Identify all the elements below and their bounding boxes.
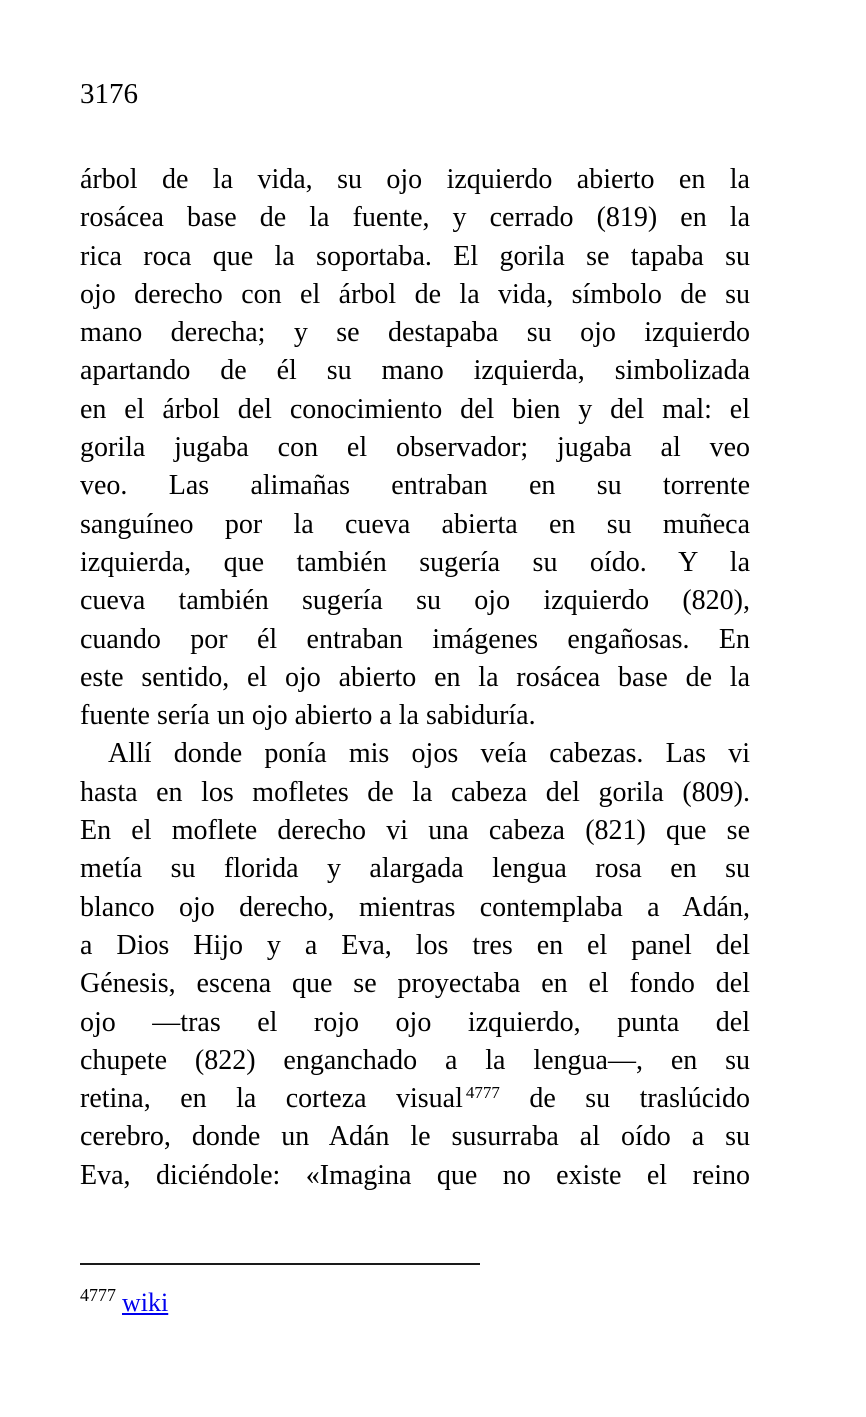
footnote-marker: 4777: [80, 1285, 116, 1305]
footnote-separator: [80, 1263, 480, 1265]
footnote-wiki-link[interactable]: wiki: [122, 1288, 169, 1317]
paragraph: [80, 735, 750, 1195]
text-line: a Dios Hijo y a Eva, los tres en el panel del: [80, 929, 750, 961]
text-line: árbol de la vida, su ojo izquierdo abierto en la: [80, 164, 750, 195]
text-line: gorila jugaba con el observador; jugaba al veo: [80, 432, 750, 464]
text-line: cerebro, donde un Adán le susurraba al oído a su: [80, 1121, 750, 1153]
text-line: ojo —tras el rojo ojo izquierdo, punta del: [80, 1006, 750, 1038]
page-number: 3176: [80, 78, 138, 110]
text-block: [80, 161, 750, 1195]
text-line: Génesis, escena que se proyectaba en el fondo del: [80, 968, 750, 1000]
text-line: chupete (822) enganchado a la lengua—, en su: [80, 1044, 750, 1076]
text-line-segment: de su traslúcido: [529, 1083, 750, 1115]
text-line: apartando de él su mano izquierda, simbolizada: [80, 355, 750, 387]
text-line: cuando por él entraban imágenes engañosas. En: [80, 623, 750, 655]
footnote: [80, 1278, 168, 1320]
text-line: Allí donde ponía mis ojos veía cabezas. Las vi: [108, 738, 750, 770]
text-line-segment: retina, en la corteza visual: [80, 1083, 463, 1115]
text-line: veo. Las alimañas entraban en su torrente: [80, 470, 750, 502]
text-line: en el árbol del conocimiento del bien y del mal: el: [80, 393, 750, 425]
text-line: En el moflete derecho vi una cabeza (821) que se: [80, 815, 750, 847]
footnote-reference[interactable]: 4777: [465, 1083, 500, 1103]
text-line: hasta en los mofletes de la cabeza del gorila (809).: [80, 776, 750, 808]
text-line: Eva, diciéndole: «Imagina que no existe el reino: [80, 1159, 750, 1191]
paragraph: [80, 161, 750, 735]
text-line: sanguíneo por la cueva abierta en su muñeca: [80, 508, 750, 540]
text-line: fuente sería un ojo abierto a la sabiduría.: [80, 700, 536, 732]
text-line: blanco ojo derecho, mientras contemplaba a Adán,: [80, 891, 750, 923]
text-line: rosácea base de la fuente, y cerrado (819) en la: [80, 202, 750, 234]
text-line: mano derecha; y se destapaba su ojo izquierdo: [80, 317, 750, 349]
text-line: ojo derecho con el árbol de la vida, símbolo de su: [80, 278, 750, 310]
text-line-with-footnote-ref: [80, 1080, 750, 1118]
text-line: cueva también sugería su ojo izquierdo (820),: [80, 585, 750, 617]
text-line: izquierda, que también sugería su oído. Y la: [80, 546, 750, 578]
text-line: metía su florida y alargada lengua rosa en su: [80, 853, 750, 885]
text-line: este sentido, el ojo abierto en la rosácea base de la: [80, 661, 750, 693]
text-line: rica roca que la soportaba. El gorila se tapaba su: [80, 240, 750, 272]
